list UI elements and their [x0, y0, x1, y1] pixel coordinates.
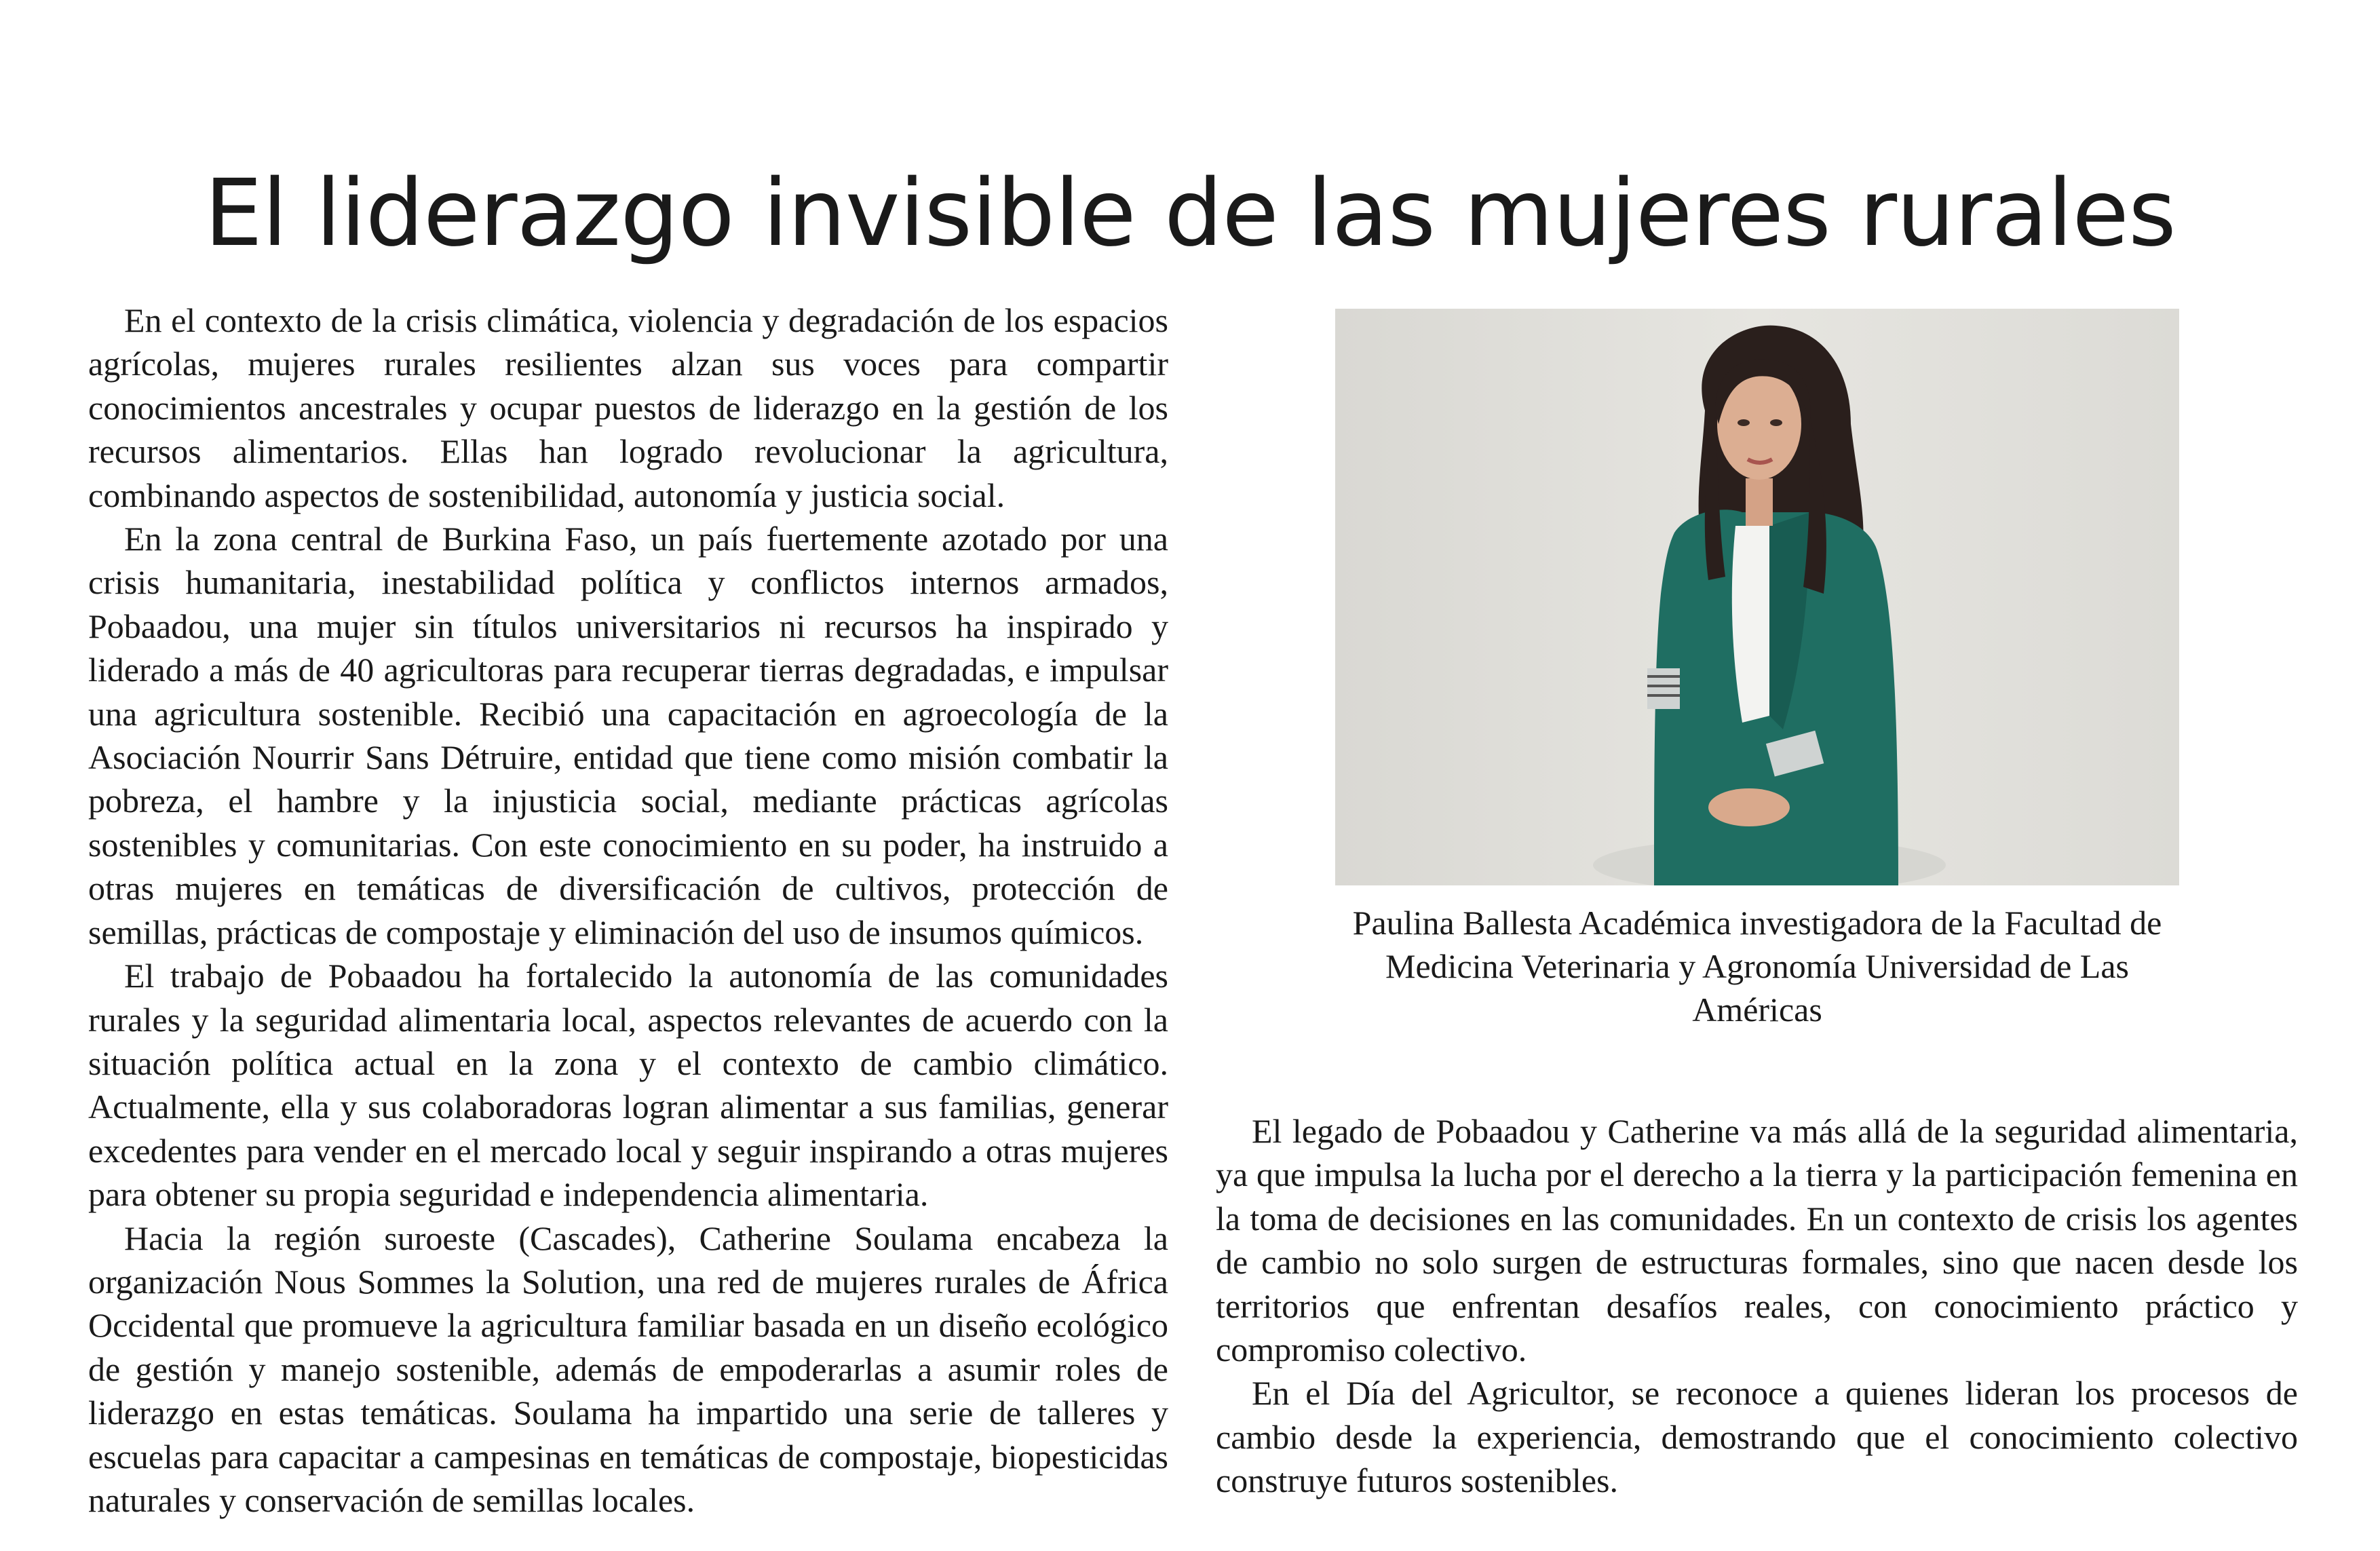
- paragraph: En el contexto de la crisis climática, violencia y degradación de los espacios agrícolas, mujeres rurales resilientes alzan sus voces para compartir conocimientos ancestrales y ocupar puestos de liderazgo en la gestión de los recursos alimentarios. Ellas han logrado revolucionar la agricultura, combinando aspectos de sostenibilidad, autonomía y justicia social.: [88, 301, 1168, 514]
- portrait-illustration: [1335, 309, 2179, 885]
- portrait-photo: [1335, 309, 2179, 885]
- paragraph: En el Día del Agricultor, se reconoce a quienes lideran los procesos de cambio desde la experiencia, demostrando que el conocimiento colectivo construye futuros sostenibles.: [1216, 1374, 2298, 1500]
- right-column: [1216, 1109, 2298, 1503]
- paragraph: El legado de Pobaadou y Catherine va más allá de la seguridad alimentaria, ya que impulsa la lucha por el derecho a la tierra y la participación femenina en la toma de decisiones en las comunidades. En un contexto de crisis los agentes de cambio no solo surgen de estructuras formales, sino que nacen desde los territorios que enfrentan desafíos reales, con conocimiento práctico y compromiso colectivo.: [1216, 1112, 2298, 1369]
- left-column: [88, 299, 1168, 1522]
- paragraph: En la zona central de Burkina Faso, un país fuertemente azotado por una crisis humanitaria, inestabilidad política y conflictos internos armados, Pobaadou, una mujer sin títulos universitarios ni recursos ha inspirado y liderado a más de 40 agricultoras para recuperar tierras degradadas, e impulsar una agricultura sostenible. Recibió una capacitación en agroecología de la Asociación Nourrir Sans Détruire, entidad que tiene como misión combatir la pobreza, el hambre y la injusticia social, mediante prácticas agrícolas sostenibles y comunitarias. Con este conocimiento en su poder, ha instruido a otras mujeres en temáticas de diversificación de cultivos, protección de semillas, prácticas de compostaje y eliminación del uso de insumos químicos.: [88, 520, 1168, 951]
- article-title: El liderazgo invisible de las mujeres rurales: [204, 160, 2176, 267]
- paragraph: El trabajo de Pobaadou ha fortalecido la autonomía de las comunidades rurales y la seguridad alimentaria local, aspectos relevantes de acuerdo con la situación política actual en la zona y el contexto de cambio climático. Actualmente, ella y sus colaboradoras logran alimentar a sus familias, generar excedentes para vender en el mercado local y seguir inspirando a otras mujeres para obtener su propia seguridad e independencia alimentaria.: [88, 957, 1168, 1214]
- paragraph: Hacia la región suroeste (Cascades), Catherine Soulama encabeza la organización Nous Sommes la Solution, una red de mujeres rurales de África Occidental que promueve la agricultura familiar basada en un diseño ecológico de gestión y manejo sostenible, además de empoderarlas a asumir roles de liderazgo en estas temáticas. Soulama ha impartido una serie de talleres y escuelas para capacitar a campesinas en temáticas de compostaje, biopesticidas naturales y conservación de semillas locales.: [88, 1219, 1168, 1519]
- photo-caption: Paulina Ballesta Académica investigadora de la Facultad de Medicina Veterinaria y Agronomía Universidad de Las Américas: [1352, 904, 2162, 1029]
